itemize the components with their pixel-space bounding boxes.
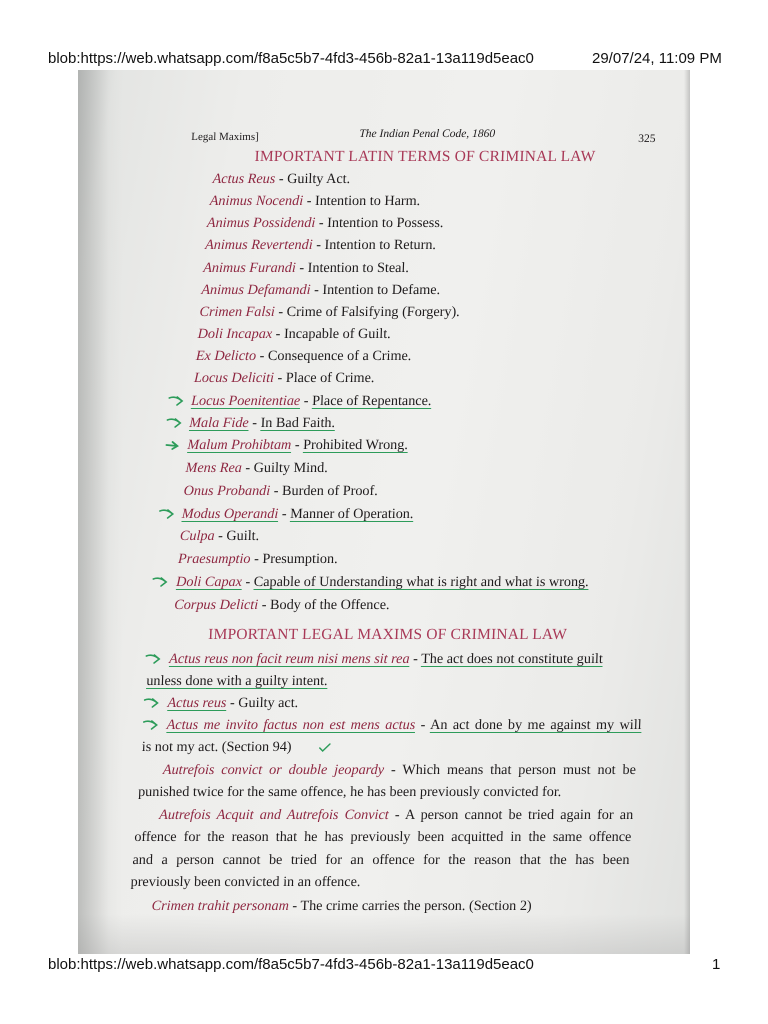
term-meaning: Crime of Falsifying (Forgery). [286,304,461,320]
list-item [178,549,338,569]
list-item [201,280,441,300]
latin-term: Doli Incapax [197,326,273,342]
dash: - [257,597,271,613]
maxim-text: Guilty act. [238,695,299,711]
print-footer [0,956,768,978]
latin-term: Doli Capax [175,574,243,590]
maxim-text: punished twice for the same offence, he has been previously convicted for. [137,784,562,800]
maxim-text: An act done by me against my will [429,717,642,733]
page-number: 325 [637,133,656,145]
latin-term: Locus Poenitentiae [190,393,301,409]
latin-term: Animus Defamandi [201,282,311,298]
list-item [194,368,375,388]
term-meaning: Intention to Possess. [326,215,444,231]
maxim-term: Actus me invito factus non est mens actus [166,717,416,733]
term-meaning: Guilt. [226,528,260,544]
latin-term: Animus Possidendi [206,215,316,231]
term-meaning: Place of Crime. [285,370,375,386]
dash: - [271,326,285,342]
check-mark-icon [319,740,331,750]
dash: - [299,393,313,409]
term-meaning: Guilty Act. [286,171,351,187]
list-item [187,435,408,455]
term-meaning: Intention to Harm. [314,193,421,209]
list-item [181,504,413,524]
term-meaning: Prohibited Wrong. [302,437,409,453]
dash: - [409,651,422,667]
dash: - [383,762,403,778]
book-page [78,70,690,954]
dash: - [248,415,261,431]
term-meaning: Burden of Proof. [281,483,379,499]
maxim-first-line [169,649,603,669]
dash: - [291,437,304,453]
maxim-first-line [159,805,634,825]
pen-arrow-icon [168,394,187,408]
latin-term: Animus Furandi [202,260,297,276]
term-meaning: Guilty Mind. [253,460,329,476]
latin-term: Modus Operandi [181,506,279,522]
latin-term: Actus Reus [212,171,276,187]
list-item [197,324,391,344]
list-item [212,169,350,189]
header-url: blob:https://web.whatsapp.com/f8a5c5b7-4fd3-456b-82a1-13a119d5eac0 [48,50,534,67]
list-item [203,258,410,278]
dash: - [302,193,316,209]
maxim-text: Which means that person must not be [402,762,637,778]
pen-arrow-icon [145,652,164,666]
maxim-text: The act does not constitute guilt [420,651,604,667]
latin-term: Locus Deliciti [193,370,275,386]
maxim-first-line [163,760,637,780]
maxim-term: Crimen trahit personam [151,898,290,914]
pen-arrow-icon [152,575,171,589]
section-heading-latin-terms: IMPORTANT LATIN TERMS OF CRIMINAL LAW [254,148,596,165]
dash: - [241,574,255,590]
maxim-first-line [151,896,532,916]
list-item [180,526,260,546]
dash: - [273,370,287,386]
dash: - [250,551,263,567]
term-meaning: Intention to Steal. [307,260,410,276]
latin-term: Corpus Delicti [173,597,259,613]
dash: - [288,898,301,914]
pen-arrow-icon [164,439,183,453]
term-meaning: Consequence of a Crime. [267,348,412,364]
footer-url: blob:https://web.whatsapp.com/f8a5c5b7-4fd3-456b-82a1-13a119d5eac0 [48,956,534,973]
maxim-text: is not my act. (Section 94) [141,739,292,755]
list-item [205,235,437,255]
dash: - [278,506,291,522]
maxim-continuation [134,827,632,847]
dash: - [310,282,323,298]
maxim-continuation [132,850,630,870]
section-heading-legal-maxims: IMPORTANT LEGAL MAXIMS OF CRIMINAL LAW [207,626,568,643]
dash: - [274,304,287,320]
maxim-term: Autrefois convict or double jeopardy [162,762,385,778]
term-meaning: Incapable of Guilt. [283,326,392,342]
term-meaning: Manner of Operation. [289,506,414,522]
dash: - [274,171,288,187]
pen-arrow-icon [166,416,185,430]
footer-page-number: 1 [712,956,721,973]
latin-term: Animus Nocendi [209,193,304,209]
print-header [0,50,768,72]
header-datetime: 29/07/24, 11:09 PM [592,50,722,67]
dash: - [315,215,328,231]
dash: - [312,237,325,253]
latin-term: Onus Probandi [183,483,271,499]
latin-term: Praesumptio [177,551,251,567]
maxim-text: previously been convicted in an offence. [130,874,361,890]
dash: - [388,807,406,823]
list-item [191,391,432,411]
latin-term: Culpa [179,528,215,544]
list-item [189,413,336,433]
list-item [195,346,411,366]
list-item [183,481,378,501]
dash: - [269,483,283,499]
latin-term: Crimen Falsi [199,304,276,320]
list-item [199,302,460,322]
latin-term: Mala Fide [188,415,250,431]
maxim-text: The crime carries the person. (Section 2) [300,898,532,914]
list-item [209,191,420,211]
maxim-text: offence for the reason that he has previously been acquitted in the same offence [134,829,632,845]
maxim-continuation [141,737,292,757]
dash: - [226,695,239,711]
running-head-left: Legal Maxims] [191,131,260,143]
list-item [176,572,589,592]
maxim-term: Actus reus non facit reum nisi mens sit rea [168,651,410,667]
latin-term: Mens Rea [185,460,243,476]
latin-term: Ex Delicto [195,348,257,364]
pen-arrow-icon [159,507,178,521]
list-item [174,595,390,615]
maxim-text: A person cannot be tried again for an [404,807,634,823]
maxim-text: unless done with a guilty intent. [146,673,328,689]
dash: - [214,528,227,544]
page-photo [78,70,690,954]
maxim-term: Actus reus [167,695,227,711]
maxim-continuation [138,782,562,802]
pen-arrow-icon [142,718,161,732]
running-head-center: The Indian Penal Code, 1860 [359,128,496,140]
dash: - [414,717,431,733]
dash: - [241,460,255,476]
list-item [207,213,444,233]
maxim-text: and a person cannot be tried for an offence for the reason that the has been [132,852,630,868]
maxim-first-line [166,715,642,735]
maxim-continuation [146,671,328,691]
term-meaning: Capable of Understanding what is right and what is wrong. [253,574,590,590]
term-meaning: In Bad Faith. [260,415,336,431]
latin-term: Malum Prohibtam [187,437,292,453]
maxim-first-line [167,693,298,713]
term-meaning: Intention to Defame. [322,282,441,298]
maxim-term: Autrefois Acquit and Autrefois Convict [158,807,390,823]
dash: - [255,348,269,364]
term-meaning: Body of the Offence. [269,597,390,613]
term-meaning: Intention to Return. [324,237,437,253]
term-meaning: Presumption. [262,551,338,567]
maxim-continuation [130,872,361,892]
latin-term: Animus Revertendi [204,237,313,253]
pen-arrow-icon [143,696,162,710]
list-item [185,458,328,478]
term-meaning: Place of Repentance. [311,393,432,409]
dash: - [295,260,308,276]
